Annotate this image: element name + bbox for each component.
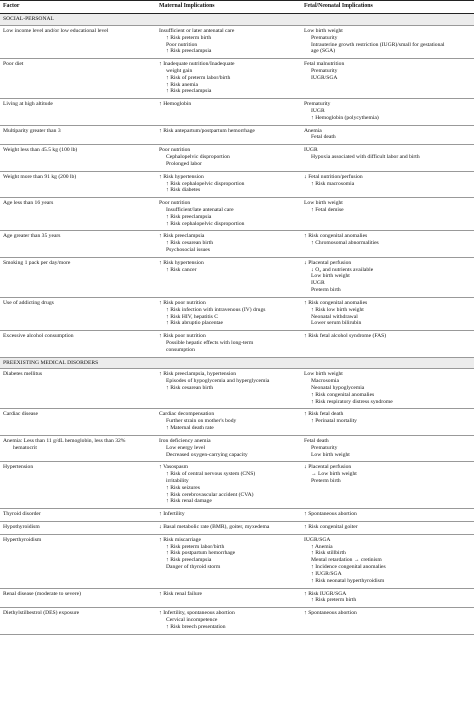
maternal-implication: ↑ Risk HIV, hepatitis C [166, 313, 218, 320]
maternal-cell [156, 331, 301, 357]
factor-text: Cardiac disease [3, 411, 38, 418]
maternal-implication: Poor nutrition [166, 41, 198, 48]
maternal-implication: weight gain [166, 67, 193, 74]
fetal-implication: ↑ Risk congenital anomalies [304, 299, 368, 306]
fetal-implication: IUGR/SGA [311, 74, 338, 81]
table-row [0, 369, 474, 409]
maternal-implication: ↑ Risk antepartum/postpartum hemorrhage [159, 127, 255, 134]
fetal-implication: Anemia [304, 127, 322, 134]
fetal-implication: ↑ Risk congenital anomalies [304, 233, 368, 240]
factor-text: Low income level and/or low educational level [3, 27, 109, 34]
fetal-implication: Prematurity [304, 101, 331, 108]
maternal-cell [156, 257, 301, 297]
maternal-implication: ↑ Risk infection with intravenous (IV) drugs [166, 306, 266, 313]
maternal-cell [156, 198, 301, 231]
factor-cell [0, 297, 156, 330]
table-header-row [0, 1, 474, 14]
maternal-implication: Decreased oxygen-carrying capacity [166, 451, 248, 458]
fetal-cell [301, 99, 474, 125]
factor-text: Renal disease (moderate to severe) [3, 590, 81, 597]
fetal-implication: Neonatal hypoglycemia [311, 385, 365, 391]
factor-cell [0, 509, 156, 522]
fetal-implication: ↑ Risk stillbirth [311, 550, 346, 557]
maternal-implication: ↑ Risk cerebrovascular accident (CVA) [166, 491, 254, 498]
fetal-cell [301, 257, 474, 297]
maternal-cell [156, 608, 301, 634]
maternal-implication: ↑ Risk preeclampsia [166, 48, 212, 55]
fetal-implication: Hypoxia associated with difficult labor and birth [311, 154, 420, 161]
factor-text: Weight more than 91 kg (200 lb) [3, 173, 77, 180]
fetal-cell [301, 369, 474, 409]
maternal-implication: ↑ Risk poor nutrition [159, 333, 206, 340]
maternal-cell [156, 522, 301, 535]
factor-text: Diethylstilbestrol (DES) exposure [3, 610, 80, 617]
maternal-implication: Poor nutrition [159, 200, 191, 207]
factor-text: Excessive alcohol consumption [3, 333, 74, 340]
maternal-implication: ↑ Infertility [159, 511, 185, 518]
fetal-implication: Fetal malnutrition [304, 61, 345, 68]
table-row [0, 462, 474, 509]
maternal-cell [156, 409, 301, 435]
factor-cell [0, 522, 156, 535]
factor-cell [0, 257, 156, 297]
factor-text: Weight less than 45.5 kg (100 lb) [3, 147, 78, 154]
fetal-implication: ↑ Incidence congenital anomalies [311, 564, 386, 571]
fetal-cell [301, 534, 474, 588]
table-row [0, 231, 474, 257]
table-row [0, 534, 474, 588]
table-row [0, 522, 474, 535]
fetal-implication: IUGR/SGA [304, 536, 331, 543]
maternal-implication: ↑ Risk of preterm labor/birth [166, 74, 231, 81]
maternal-cell [156, 509, 301, 522]
fetal-cell [301, 409, 474, 435]
factor-cell [0, 534, 156, 588]
maternal-cell [156, 588, 301, 608]
fetal-implication: Prematurity [311, 444, 338, 451]
fetal-implication: Intrauterine growth restriction (IUGR)/small for gestational [311, 41, 445, 48]
table-row [0, 297, 474, 330]
fetal-implication: IUGR [311, 108, 325, 114]
factor-text: Multiparity greater than 3 [3, 127, 61, 134]
maternal-implication: Episodes of hypoglycemia and hyperglycemia [166, 378, 270, 385]
fetal-implication: Fetal death [304, 437, 329, 444]
maternal-implication: ↑ Risk cesarean birth [166, 385, 214, 391]
maternal-implication: Danger of thyroid storm [166, 564, 221, 571]
factor-cell [0, 145, 156, 171]
maternal-implication: Poor nutrition [159, 147, 191, 154]
maternal-implication: ↑ Risk poor nutrition [159, 299, 206, 306]
fetal-implication: Low birth weight [304, 371, 343, 378]
maternal-implication: ↑ Risk abruptio placentae [166, 320, 224, 327]
maternal-implication: Cardiac decompensation [159, 411, 215, 418]
maternal-implication: ↑ Risk miscarriage [159, 536, 201, 543]
header-maternal: Maternal Implications [156, 1, 301, 14]
maternal-implication: ↑ Risk preeclampsia, hypertension [159, 371, 237, 378]
fetal-implication: Fetal death [311, 134, 336, 141]
factor-cell [0, 608, 156, 634]
fetal-implication: ↑ Risk IUGR/SGA [304, 590, 347, 597]
maternal-implication: ↑ Vasospasm [159, 464, 188, 471]
maternal-cell [156, 297, 301, 330]
fetal-implication: ↑ Spontaneous abortion [304, 610, 357, 617]
factor-cell [0, 588, 156, 608]
fetal-cell [301, 509, 474, 522]
maternal-implication: Cephalopelvic disproportion [166, 154, 230, 161]
fetal-implication: ↑ IUGR/SGA [311, 570, 342, 577]
factor-cell [0, 59, 156, 99]
factor-text: Hypertension [3, 464, 34, 471]
table-row [0, 198, 474, 231]
factor-text: Smoking 1 pack per day/more [3, 259, 71, 266]
maternal-implication: ↑ Risk anemia [166, 81, 199, 88]
table-row [0, 25, 474, 58]
fetal-implication: ↓ O₂ and nutrients available [311, 266, 374, 273]
maternal-implication: ↑ Risk cephalopelvic disproportion [166, 220, 245, 227]
factor-text: Use of addicting drugs [3, 299, 54, 306]
factor-text: Diabetes mellitus [3, 371, 42, 378]
fetal-implication: ↓ Placental perfusion [304, 259, 352, 266]
fetal-implication: ↑ Risk low birth weight [311, 306, 364, 313]
table-row [0, 257, 474, 297]
fetal-implication: IUGR [304, 147, 318, 154]
fetal-cell [301, 297, 474, 330]
factor-cell [0, 369, 156, 409]
fetal-implication: ↑ Chromosomal abnormalities [311, 240, 379, 247]
factor-text: Hypothyroidism [3, 524, 40, 530]
table-row [0, 145, 474, 171]
maternal-implication: Prolonged labor [166, 160, 202, 167]
fetal-implication: IUGR [311, 280, 325, 287]
table-row [0, 59, 474, 99]
maternal-cell [156, 171, 301, 197]
fetal-implication: ↑ Risk preterm birth [311, 597, 357, 604]
maternal-implication: ↑ Risk cesarean birth [166, 240, 214, 247]
maternal-implication: Insufficient/late antenatal care [166, 206, 234, 213]
fetal-implication: Preterm birth [311, 477, 341, 484]
maternal-cell [156, 59, 301, 99]
maternal-implication: Possible hepatic effects with long-term [166, 339, 254, 346]
fetal-cell [301, 125, 474, 145]
maternal-implication: Low energy level [166, 444, 206, 451]
maternal-implication: ↑ Risk renal failure [159, 590, 203, 597]
fetal-cell [301, 198, 474, 231]
maternal-implication: ↑ Risk preeclampsia [159, 233, 205, 240]
maternal-cell [156, 462, 301, 509]
factor-cell [0, 409, 156, 435]
factor-cell [0, 198, 156, 231]
fetal-implication: Low birth weight [304, 200, 343, 207]
fetal-implication: Low birth weight [311, 451, 350, 458]
maternal-implication: ↓ Basal metabolic rate (BMR), goiter, myxedema [159, 524, 270, 530]
factor-cell [0, 171, 156, 197]
maternal-implication: consumption [166, 346, 195, 353]
maternal-cell [156, 369, 301, 409]
maternal-implication: ↑ Risk preeclampsia [166, 557, 212, 564]
fetal-implication: ↓ Fetal nutrition/perfusion [304, 173, 363, 180]
section-title: SOCIAL-PERSONAL [0, 14, 474, 26]
maternal-implication: ↑ Risk breech presentation [166, 623, 226, 630]
factor-text: Anemia: Less than 11 g/dL hemoglobin, less than 32% [3, 437, 126, 444]
factor-cell [0, 462, 156, 509]
maternal-implication: ↑ Risk postpartum hemorrhage [166, 550, 236, 557]
maternal-implication: Insufficient or later antenatal care [159, 27, 235, 34]
fetal-implication: → Low birth weight [311, 471, 357, 478]
maternal-implication: ↑ Risk hypertension [159, 259, 204, 266]
factor-cell [0, 125, 156, 145]
maternal-implication: ↑ Risk preterm birth [166, 34, 212, 41]
section-row [0, 14, 474, 26]
fetal-implication: ↑ Risk fetal death [304, 411, 344, 418]
factor-cell [0, 435, 156, 461]
section-row [0, 357, 474, 369]
fetal-implication: ↑ Risk congenital goiter [304, 524, 358, 530]
factor-text: Age less than 16 years [3, 200, 54, 207]
fetal-implication: Prematurity [311, 67, 338, 74]
factor-text: Poor diet [3, 61, 24, 68]
maternal-implication: ↑ Risk of central nervous system (CNS) [166, 471, 256, 478]
table-row [0, 435, 474, 461]
maternal-implication: ↑ Risk cancer [166, 266, 197, 273]
fetal-implication: ↑ Hemoglobin (polycythemia) [311, 114, 379, 121]
fetal-implication: Low birth weight [311, 273, 350, 280]
fetal-implication: Macrosomia [311, 378, 339, 385]
fetal-implication: ↑ Risk macrosomia [311, 180, 355, 187]
fetal-cell [301, 231, 474, 257]
factor-cell [0, 231, 156, 257]
table-row [0, 125, 474, 145]
fetal-implication: ↑ Risk neonatal hyperthyroidism [311, 577, 385, 584]
fetal-cell [301, 171, 474, 197]
maternal-implication: Cervical incompetence [166, 616, 218, 623]
maternal-implication: ↑ Risk renal damage [166, 498, 212, 505]
maternal-implication: ↑ Maternal death rate [166, 425, 214, 432]
maternal-implication: ↑ Risk preeclampsia [166, 213, 212, 220]
fetal-implication: Low birth weight [304, 27, 343, 34]
fetal-cell [301, 59, 474, 99]
maternal-cell [156, 25, 301, 58]
fetal-implication: ↑ Perinatal mortality [311, 418, 357, 425]
fetal-implication: Neonatal withdrawal [311, 313, 358, 320]
fetal-implication: ↑ Risk respiratory distress syndrome [311, 398, 393, 405]
factor-cell [0, 99, 156, 125]
fetal-cell [301, 25, 474, 58]
fetal-implication: ↑ Fetal demise [311, 206, 344, 213]
fetal-cell [301, 462, 474, 509]
maternal-cell [156, 435, 301, 461]
fetal-implication: ↑ Risk fetal alcohol syndrome (FAS) [304, 333, 387, 340]
factor-cell [0, 25, 156, 58]
maternal-implication: ↑ Infertility, spontaneous abortion [159, 610, 235, 617]
maternal-implication: ↑ Hemoglobin [159, 101, 192, 108]
factor-text: Thyroid disorder [3, 511, 41, 518]
factor-text: Hyperthyroidism [3, 536, 42, 543]
fetal-implication: Preterm birth [311, 287, 341, 294]
maternal-implication: Further strain on mother's body [166, 418, 237, 425]
fetal-implication: ↓ Placental perfusion [304, 464, 352, 471]
maternal-implication: ↑ Risk cephalopelvic disproportion [166, 180, 245, 187]
table-row [0, 331, 474, 357]
factor-text: Living at high altitude [3, 101, 53, 108]
fetal-cell [301, 588, 474, 608]
table-row [0, 171, 474, 197]
maternal-implication: ↑ Risk hypertension [159, 173, 204, 180]
table-row [0, 509, 474, 522]
fetal-implication: Lower serum bilirubin [311, 320, 362, 327]
fetal-cell [301, 435, 474, 461]
factor-text: hematocrit [13, 444, 37, 451]
maternal-implication: ↑ Inadequate nutrition/Inadequate [159, 61, 235, 68]
fetal-cell [301, 331, 474, 357]
maternal-implication: ↑ Risk preeclampsia [166, 88, 212, 95]
table-row [0, 409, 474, 435]
fetal-implication: Prematurity [311, 34, 338, 41]
factor-text: Age greater than 35 years [3, 233, 61, 240]
maternal-implication: Iron deficiency anemia [159, 437, 211, 444]
fetal-implication: ↑ Anemia [311, 543, 333, 550]
fetal-implication: ↑ Risk congenital anomalies [311, 391, 375, 398]
header-fetal: Fetal/Neonatal Implications [301, 1, 474, 14]
table-body [0, 14, 474, 635]
maternal-implication: Psychosocial issues [166, 247, 210, 253]
maternal-implication: ↑ Risk preterm labor/birth [166, 543, 225, 550]
section-title: PREEXISTING MEDICAL DISORDERS [0, 357, 474, 369]
maternal-cell [156, 145, 301, 171]
fetal-implication: Mental retardation → cretinism [311, 557, 382, 564]
table-row [0, 588, 474, 608]
maternal-implication: ↑ Risk seizures [166, 484, 200, 491]
table-row [0, 608, 474, 634]
fetal-cell [301, 145, 474, 171]
fetal-implication: age (SGA) [311, 48, 336, 55]
maternal-cell [156, 231, 301, 257]
table-row [0, 99, 474, 125]
header-factor: Factor [0, 1, 156, 14]
fetal-cell [301, 522, 474, 535]
maternal-implication: ↑ Risk diabetes [166, 187, 201, 194]
fetal-cell [301, 608, 474, 634]
maternal-implication: irritability [166, 477, 189, 484]
factor-cell [0, 331, 156, 357]
maternal-cell [156, 125, 301, 145]
maternal-cell [156, 99, 301, 125]
fetal-implication: ↑ Spontaneous abortion [304, 511, 357, 518]
maternal-cell [156, 534, 301, 588]
